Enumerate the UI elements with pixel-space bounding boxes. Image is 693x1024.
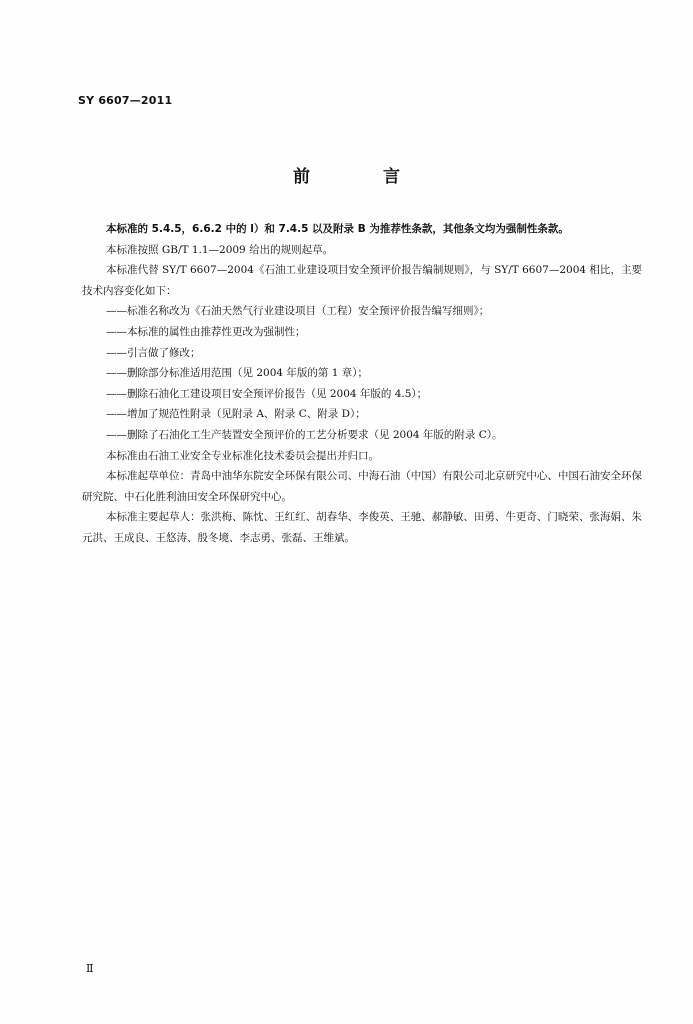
page-title: 前 言 — [293, 167, 428, 187]
paragraph-proposed-by: 本标准由石油工业安全专业标准化技术委员会提出并归口。 — [106, 449, 379, 462]
foreword-body — [82, 219, 642, 549]
paragraph-drafting-rules: 本标准按照 GB/T 1.1—2009 给出的规则起草。 — [106, 243, 334, 256]
paragraph-drafters: 本标准主要起草人：张洪梅、陈忱、王红红、胡春华、李俊英、王驰、郝静敏、田勇、牛更奇、门晓荣、张海娟、朱元洪、王成良、王悠涛、殷冬境、李志勇、张磊、王维斌。 — [82, 511, 642, 544]
page-number: Ⅱ — [86, 962, 94, 975]
change-item: ——增加了规范性附录（见附录 A、附录 C、附录 D）； — [106, 408, 366, 421]
change-item: ——删除石油化工建设项目安全预评价报告（见 2004 年版的 4.5）； — [106, 387, 428, 400]
paragraph-recommended-clauses: 本标准的 5.4.5，6.6.2 中的 l）和 7.4.5 以及附录 B 为推荐性条款，其他条文均为强制性条款。 — [106, 223, 569, 235]
change-item: ——删除部分标准适用范围（见 2004 年版的第 1 章）； — [106, 367, 369, 380]
paragraph-drafting-units: 本标准起草单位：青岛中油华东院安全环保有限公司、中海石油（中国）有限公司北京研究中心、中国石油安全环保研究院、中石化胜利油田安全环保研究中心。 — [82, 470, 642, 503]
standard-code: SY 6607—2011 — [78, 94, 173, 107]
change-item: ——引言做了修改； — [106, 346, 201, 359]
change-item: ——标准名称改为《石油天然气行业建设项目（工程）安全预评价报告编写细则》； — [106, 305, 490, 318]
change-item: ——本标准的属性由推荐性更改为强制性； — [106, 325, 306, 338]
change-item: ——删除了石油化工生产装置安全预评价的工艺分析要求（见 2004 年版的附录 C）。 — [106, 428, 503, 441]
paragraph-replacement: 本标准代替 SY/T 6607—2004《石油工业建设项目安全预评价报告编制规则》，与 SY/T 6607—2004 相比，主要技术内容变化如下： — [82, 264, 642, 297]
